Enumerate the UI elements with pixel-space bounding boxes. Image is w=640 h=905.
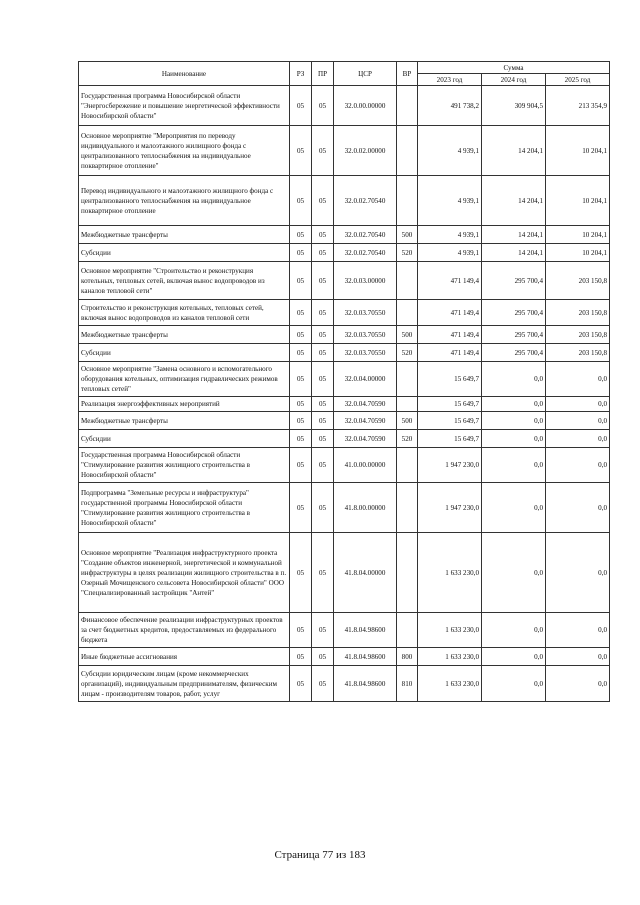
row-sum-2025: 0,0 xyxy=(546,430,610,448)
row-name: Субсидии юридическим лицам (кроме некоммерческих организаций), индивидуальным предпринимателям, физическим лицам - производителям товаров, работ, услуг xyxy=(79,666,290,702)
row-sum-2023: 1 633 230,0 xyxy=(418,613,482,648)
row-pr: 05 xyxy=(312,226,334,244)
row-sum-2025: 10 204,1 xyxy=(546,126,610,176)
col-2023-header: 2023 год xyxy=(418,74,482,86)
row-csr: 32.0.04.70590 xyxy=(334,430,397,448)
row-pr: 05 xyxy=(312,326,334,344)
row-sum-2023: 15 649,7 xyxy=(418,397,482,412)
row-sum-2023: 1 633 230,0 xyxy=(418,666,482,702)
row-sum-2024: 0,0 xyxy=(482,613,546,648)
row-sum-2025: 0,0 xyxy=(546,613,610,648)
row-pr: 05 xyxy=(312,244,334,262)
table-row xyxy=(79,613,610,648)
row-name: Финансовое обеспечение реализации инфраструктурных проектов за счет бюджетных кредитов, предоставляемых из федерального бюджета xyxy=(79,613,290,648)
header-row xyxy=(79,62,610,74)
col-name-header: Наименование xyxy=(79,62,290,86)
row-sum-2025: 203 150,8 xyxy=(546,262,610,300)
table-row xyxy=(79,86,610,126)
row-pr: 05 xyxy=(312,412,334,430)
row-csr: 32.0.00.00000 xyxy=(334,86,397,126)
row-vr xyxy=(397,483,418,533)
row-sum-2023: 4 939,1 xyxy=(418,244,482,262)
row-rz: 05 xyxy=(290,226,312,244)
row-sum-2025: 0,0 xyxy=(546,397,610,412)
row-sum-2025: 203 150,8 xyxy=(546,300,610,326)
table-row xyxy=(79,412,610,430)
row-sum-2023: 1 633 230,0 xyxy=(418,648,482,666)
table-row xyxy=(79,397,610,412)
row-name: Подпрограмма "Земельные ресурсы и инфраструктура" государственной программы Новосибирской области "Стимулирование развития жилищного строительства в Новосибирской области" xyxy=(79,483,290,533)
table-row xyxy=(79,126,610,176)
row-sum-2024: 14 204,1 xyxy=(482,244,546,262)
row-sum-2024: 0,0 xyxy=(482,666,546,702)
row-sum-2025: 0,0 xyxy=(546,666,610,702)
row-pr: 05 xyxy=(312,126,334,176)
row-sum-2025: 0,0 xyxy=(546,648,610,666)
row-csr: 32.0.04.70590 xyxy=(334,412,397,430)
row-rz: 05 xyxy=(290,430,312,448)
row-vr: 800 xyxy=(397,648,418,666)
row-sum-2023: 4 939,1 xyxy=(418,126,482,176)
row-name: Субсидии xyxy=(79,244,290,262)
row-vr: 520 xyxy=(397,430,418,448)
budget-table xyxy=(78,61,610,702)
row-sum-2025: 203 150,8 xyxy=(546,326,610,344)
row-sum-2024: 295 700,4 xyxy=(482,326,546,344)
row-name: Основное мероприятие "Строительство и реконструкция котельных, тепловых сетей, включая вынос водопроводов из каналов тепловой сети" xyxy=(79,262,290,300)
row-rz: 05 xyxy=(290,483,312,533)
row-name: Межбюджетные трансферты xyxy=(79,412,290,430)
row-name: Основное мероприятие "Замена основного и вспомогательного оборудования котельных, оптимизация гидравлических режимов тепловых сетей" xyxy=(79,362,290,397)
row-csr: 32.0.03.70550 xyxy=(334,326,397,344)
row-sum-2023: 471 149,4 xyxy=(418,344,482,362)
row-rz: 05 xyxy=(290,613,312,648)
row-pr: 05 xyxy=(312,344,334,362)
row-sum-2023: 4 939,1 xyxy=(418,176,482,226)
row-sum-2024: 295 700,4 xyxy=(482,262,546,300)
row-pr: 05 xyxy=(312,430,334,448)
row-vr xyxy=(397,448,418,483)
row-csr: 32.0.04.70590 xyxy=(334,397,397,412)
row-vr xyxy=(397,126,418,176)
table-row xyxy=(79,244,610,262)
row-sum-2024: 309 904,5 xyxy=(482,86,546,126)
row-vr xyxy=(397,86,418,126)
row-csr: 32.0.02.00000 xyxy=(334,126,397,176)
row-pr: 05 xyxy=(312,666,334,702)
row-sum-2023: 471 149,4 xyxy=(418,326,482,344)
row-csr: 32.0.03.00000 xyxy=(334,262,397,300)
row-csr: 41.8.00.00000 xyxy=(334,483,397,533)
row-rz: 05 xyxy=(290,448,312,483)
row-sum-2025: 10 204,1 xyxy=(546,176,610,226)
row-sum-2025: 213 354,9 xyxy=(546,86,610,126)
col-2025-header: 2025 год xyxy=(546,74,610,86)
row-rz: 05 xyxy=(290,344,312,362)
row-rz: 05 xyxy=(290,362,312,397)
row-pr: 05 xyxy=(312,362,334,397)
row-sum-2023: 1 947 230,0 xyxy=(418,483,482,533)
row-vr: 520 xyxy=(397,344,418,362)
row-csr: 32.0.03.70550 xyxy=(334,300,397,326)
row-name: Основное мероприятие "Мероприятия по переводу индивидуального и малоэтажного жилищного фонда с централизованного теплоснабжения на индивидуальное поквартирное отопление" xyxy=(79,126,290,176)
row-vr xyxy=(397,176,418,226)
row-sum-2023: 4 939,1 xyxy=(418,226,482,244)
row-name: Государственная программа Новосибирской области "Энергосбережение и повышение энергетической эффективности Новосибирской области" xyxy=(79,86,290,126)
row-pr: 05 xyxy=(312,533,334,613)
row-name: Иные бюджетные ассигнования xyxy=(79,648,290,666)
row-rz: 05 xyxy=(290,397,312,412)
row-sum-2024: 0,0 xyxy=(482,648,546,666)
row-csr: 41.8.04.98600 xyxy=(334,648,397,666)
row-csr: 41.8.04.98600 xyxy=(334,613,397,648)
table-row xyxy=(79,226,610,244)
row-sum-2023: 15 649,7 xyxy=(418,412,482,430)
row-sum-2023: 471 149,4 xyxy=(418,300,482,326)
table-row xyxy=(79,666,610,702)
col-csr-header: ЦСР xyxy=(334,62,397,86)
row-sum-2025: 10 204,1 xyxy=(546,226,610,244)
row-sum-2024: 0,0 xyxy=(482,448,546,483)
row-csr: 41.8.04.00000 xyxy=(334,533,397,613)
row-vr xyxy=(397,262,418,300)
row-sum-2024: 0,0 xyxy=(482,362,546,397)
table-row xyxy=(79,344,610,362)
table-row xyxy=(79,176,610,226)
row-sum-2024: 295 700,4 xyxy=(482,300,546,326)
table-row xyxy=(79,362,610,397)
row-csr: 41.0.00.00000 xyxy=(334,448,397,483)
table-body xyxy=(79,86,610,702)
row-sum-2023: 471 149,4 xyxy=(418,262,482,300)
row-rz: 05 xyxy=(290,648,312,666)
row-pr: 05 xyxy=(312,86,334,126)
row-sum-2024: 0,0 xyxy=(482,430,546,448)
table-row xyxy=(79,262,610,300)
row-rz: 05 xyxy=(290,244,312,262)
row-name: Реализация энергоэффективных мероприятий xyxy=(79,397,290,412)
row-name: Субсидии xyxy=(79,344,290,362)
table-row xyxy=(79,483,610,533)
row-vr xyxy=(397,362,418,397)
row-name: Основное мероприятие "Реализация инфраструктурного проекта "Создание объектов инженерной, энергетической и коммунальной инфраструктуры в целях реализации жилищного строительства в п. Озерный Мочищенского сельсовета Новосибирской области" ООО "Специализированный застройщик "Антей" xyxy=(79,533,290,613)
col-2024-header: 2024 год xyxy=(482,74,546,86)
row-pr: 05 xyxy=(312,300,334,326)
row-rz: 05 xyxy=(290,176,312,226)
row-sum-2024: 14 204,1 xyxy=(482,126,546,176)
row-csr: 32.0.03.70550 xyxy=(334,344,397,362)
row-sum-2025: 10 204,1 xyxy=(546,244,610,262)
row-name: Межбюджетные трансферты xyxy=(79,226,290,244)
row-name: Перевод индивидуального и малоэтажного жилищного фонда с централизованного теплоснабжения на индивидуальное поквартирное отопление xyxy=(79,176,290,226)
row-rz: 05 xyxy=(290,326,312,344)
row-vr: 500 xyxy=(397,326,418,344)
row-name: Государственная программа Новосибирской области "Стимулирование развития жилищного строительства в Новосибирской области" xyxy=(79,448,290,483)
row-csr: 32.0.02.70540 xyxy=(334,244,397,262)
row-pr: 05 xyxy=(312,613,334,648)
row-csr: 41.8.04.98600 xyxy=(334,666,397,702)
row-sum-2024: 0,0 xyxy=(482,533,546,613)
row-pr: 05 xyxy=(312,262,334,300)
row-sum-2025: 0,0 xyxy=(546,483,610,533)
table-row xyxy=(79,300,610,326)
page-number: Страница 77 из 183 xyxy=(274,849,366,861)
row-sum-2025: 0,0 xyxy=(546,448,610,483)
row-sum-2023: 15 649,7 xyxy=(418,430,482,448)
row-rz: 05 xyxy=(290,126,312,176)
row-name: Субсидии xyxy=(79,430,290,448)
table-row xyxy=(79,448,610,483)
row-rz: 05 xyxy=(290,262,312,300)
row-sum-2024: 0,0 xyxy=(482,483,546,533)
row-name: Межбюджетные трансферты xyxy=(79,326,290,344)
row-pr: 05 xyxy=(312,397,334,412)
row-sum-2024: 0,0 xyxy=(482,397,546,412)
row-pr: 05 xyxy=(312,648,334,666)
row-sum-2023: 1 633 230,0 xyxy=(418,533,482,613)
row-vr: 500 xyxy=(397,226,418,244)
row-pr: 05 xyxy=(312,483,334,533)
row-sum-2025: 0,0 xyxy=(546,533,610,613)
row-name: Строительство и реконструкция котельных, тепловых сетей, включая вынос водопроводов из каналов тепловой сети xyxy=(79,300,290,326)
col-rz-header: РЗ xyxy=(290,62,312,86)
row-sum-2023: 1 947 230,0 xyxy=(418,448,482,483)
row-sum-2024: 295 700,4 xyxy=(482,344,546,362)
row-rz: 05 xyxy=(290,300,312,326)
row-pr: 05 xyxy=(312,448,334,483)
row-vr xyxy=(397,397,418,412)
row-sum-2025: 203 150,8 xyxy=(546,344,610,362)
row-vr xyxy=(397,300,418,326)
row-csr: 32.0.02.70540 xyxy=(334,176,397,226)
row-vr xyxy=(397,533,418,613)
row-csr: 32.0.02.70540 xyxy=(334,226,397,244)
col-vr-header: ВР xyxy=(397,62,418,86)
row-rz: 05 xyxy=(290,86,312,126)
col-pr-header: ПР xyxy=(312,62,334,86)
table-row xyxy=(79,326,610,344)
row-sum-2025: 0,0 xyxy=(546,362,610,397)
row-pr: 05 xyxy=(312,176,334,226)
row-sum-2023: 491 738,2 xyxy=(418,86,482,126)
row-rz: 05 xyxy=(290,666,312,702)
row-vr: 520 xyxy=(397,244,418,262)
row-sum-2023: 15 649,7 xyxy=(418,362,482,397)
row-sum-2024: 14 204,1 xyxy=(482,226,546,244)
row-sum-2024: 0,0 xyxy=(482,412,546,430)
row-csr: 32.0.04.00000 xyxy=(334,362,397,397)
table-row xyxy=(79,430,610,448)
row-vr xyxy=(397,613,418,648)
row-sum-2025: 0,0 xyxy=(546,412,610,430)
row-vr: 500 xyxy=(397,412,418,430)
col-sum-header: Сумма xyxy=(418,62,610,74)
row-rz: 05 xyxy=(290,533,312,613)
row-rz: 05 xyxy=(290,412,312,430)
row-sum-2024: 14 204,1 xyxy=(482,176,546,226)
table-row xyxy=(79,648,610,666)
row-vr: 810 xyxy=(397,666,418,702)
table-row xyxy=(79,533,610,613)
